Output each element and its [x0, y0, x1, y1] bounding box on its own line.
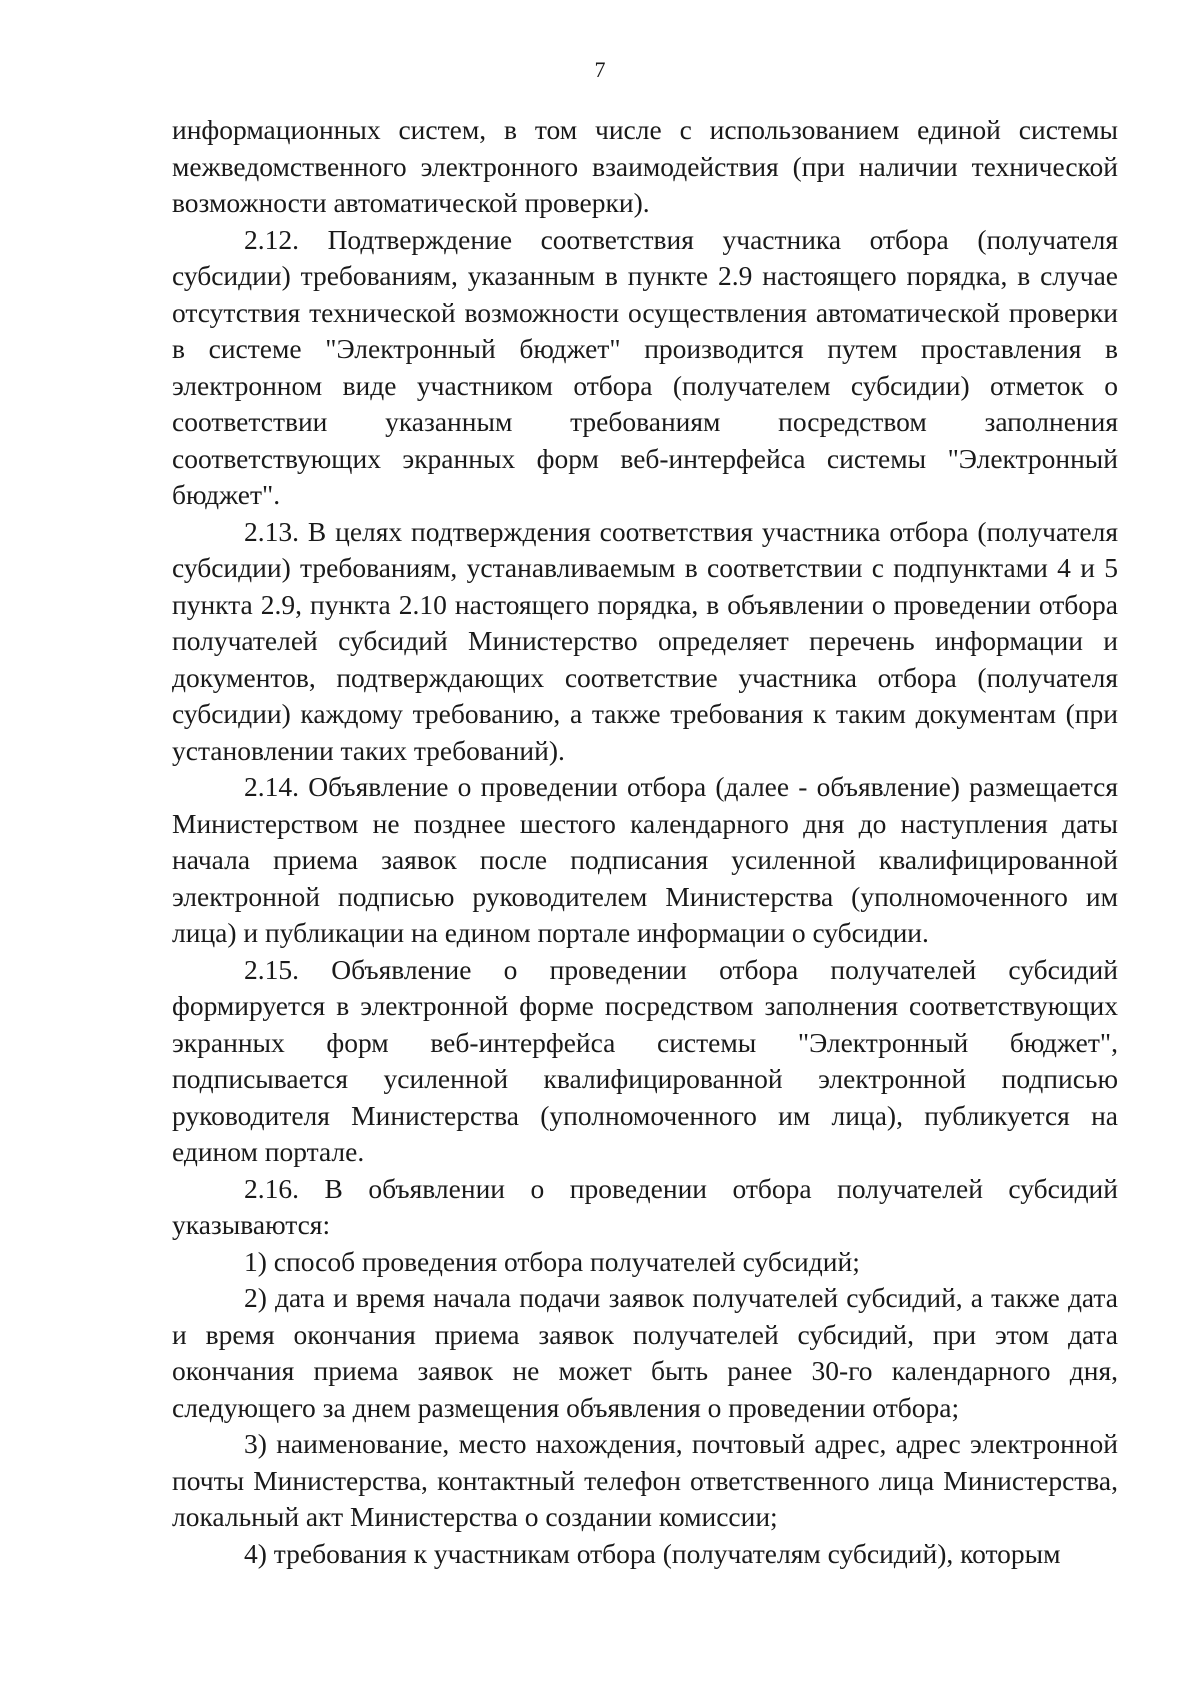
list-item-4: 4) требования к участникам отбора (получателям субсидий), которым — [244, 1537, 1061, 1569]
page-number: 7 — [594, 57, 606, 82]
paragraph-continuation: информационных систем, в том числе с использованием единой системы межведомственного электронного взаимодействия (при наличии технической возможности автоматической проверки). — [172, 114, 1118, 218]
document-body — [172, 112, 1118, 1572]
paragraph-2-14: 2.14. Объявление о проведении отбора (далее - объявление) размещается Министерством не позднее шестого календарного дня до наступления даты начала приема заявок после подписания усиленной квалифицированной электронной подписью руководителем Министерства (уполномоченного им лица) и публикации на едином портале информации о субсидии. — [172, 771, 1118, 948]
paragraph-2-13: 2.13. В целях подтверждения соответствия участника отбора (получателя субсидии) требованиям, устанавливаемым в соответствии с подпунктами 4 и 5 пункта 2.9, пункта 2.10 настоящего порядка, в объявлении о проведении отбора получателей субсидий Министерство определяет перечень информации и документов, подтверждающих соответствие участника отбора (получателя субсидии) каждому требованию, а также требования к таким документам (при установлении таких требований). — [172, 515, 1118, 766]
paragraph-2-12: 2.12. Подтверждение соответствия участника отбора (получателя субсидии) требованиям, указанным в пункте 2.9 настоящего порядка, в случае отсутствия технической возможности осуществления автоматической проверки в системе "Электронный бюджет" производится путем проставления в электронном виде участником отбора (получателем субсидии) отметок о соответствии указанным требованиям посредством заполнения соответствующих экранных форм веб-интерфейса системы "Электронный бюджет". — [172, 223, 1118, 510]
list-item-1: 1) способ проведения отбора получателей субсидий; — [244, 1245, 860, 1277]
list-item-3: 3) наименование, место нахождения, почтовый адрес, адрес электронной почты Министерства, контактный телефон ответственного лица Министерства, локальный акт Министерства о создании комиссии; — [172, 1428, 1118, 1532]
list-item-2: 2) дата и время начала подачи заявок получателей субсидий, а также дата и время окончания приема заявок получателей субсидий, при этом дата окончания приема заявок не может быть ранее 30-го календарного дня, следующего за днем размещения объявления о проведении отбора; — [172, 1282, 1118, 1423]
paragraph-2-16: 2.16. В объявлении о проведении отбора получателей субсидий указываются: — [172, 1172, 1118, 1240]
paragraph-2-15: 2.15. Объявление о проведении отбора получателей субсидий формируется в электронной форме посредством заполнения соответствующих экранных форм веб-интерфейса системы "Электронный бюджет", подписывается усиленной квалифицированной электронной подписью руководителя Министерства (уполномоченного им лица), публикуется на едином портале. — [172, 953, 1118, 1167]
